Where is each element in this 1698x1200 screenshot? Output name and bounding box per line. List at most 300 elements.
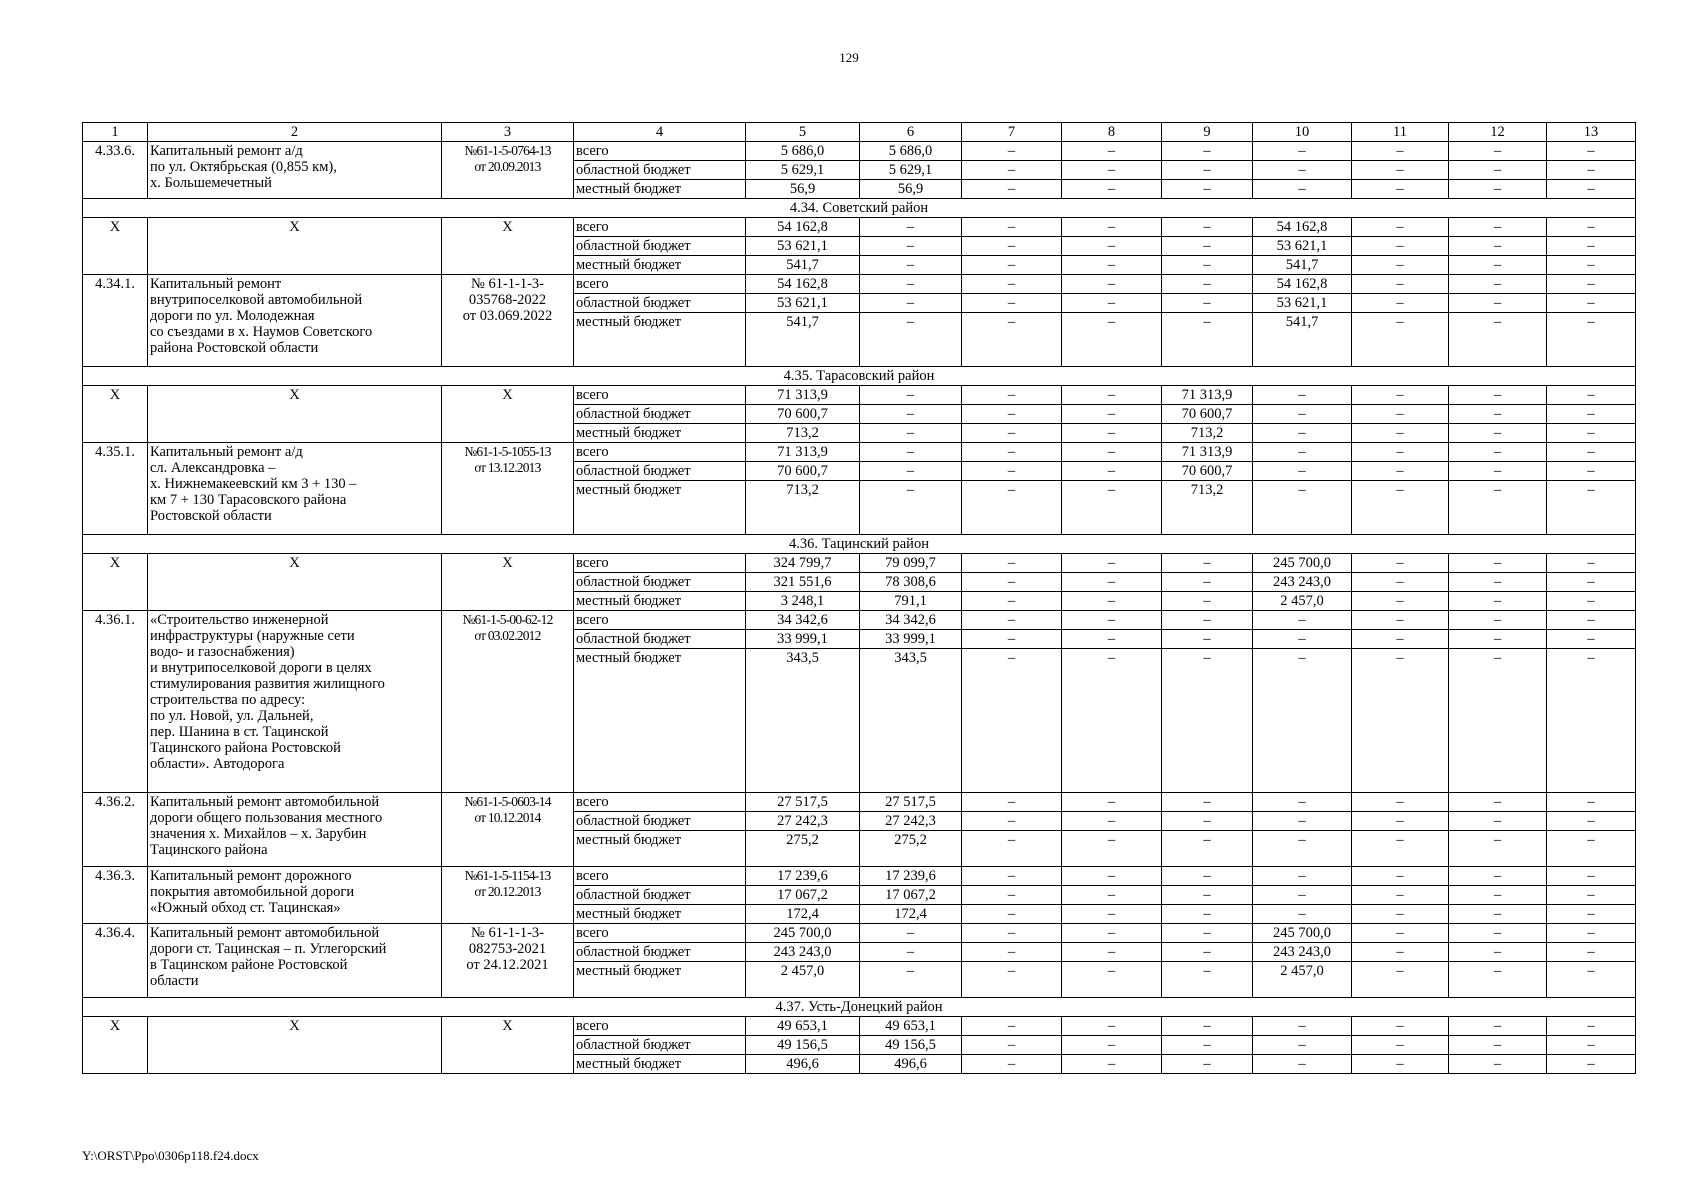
amount-cell: – (1449, 313, 1547, 367)
amount-cell: – (1352, 462, 1449, 481)
header-cell: 8 (1062, 123, 1162, 142)
amount-cell: 243 243,0 (1253, 943, 1352, 962)
amount-cell: – (1062, 905, 1162, 924)
funding-source: областной бюджет (574, 462, 746, 481)
amount-cell: – (1062, 554, 1162, 573)
amount-cell: 243 243,0 (1253, 573, 1352, 592)
amount-cell: – (1547, 1036, 1636, 1055)
item-number: 4.36.4. (83, 924, 148, 998)
header-cell: 7 (962, 123, 1062, 142)
amount-cell: – (1449, 180, 1547, 199)
item-number: Х (83, 554, 148, 611)
funding-source: всего (574, 443, 746, 462)
funding-source: всего (574, 611, 746, 630)
amount-cell: – (1253, 443, 1352, 462)
amount-cell: – (860, 481, 962, 535)
amount-cell: – (1253, 905, 1352, 924)
amount-cell: – (1062, 462, 1162, 481)
amount-cell: – (860, 962, 962, 998)
amount-cell: – (1449, 630, 1547, 649)
funding-source: всего (574, 554, 746, 573)
header-cell: 5 (746, 123, 860, 142)
amount-cell: – (1062, 943, 1162, 962)
funding-source: местный бюджет (574, 424, 746, 443)
amount-cell: – (962, 554, 1062, 573)
amount-cell: – (1547, 142, 1636, 161)
amount-cell: – (1062, 831, 1162, 867)
amount-cell: 243 243,0 (746, 943, 860, 962)
amount-cell: – (1062, 218, 1162, 237)
table-row (83, 218, 1636, 237)
amount-cell: 5 686,0 (746, 142, 860, 161)
amount-cell: – (860, 943, 962, 962)
amount-cell: – (1449, 905, 1547, 924)
amount-cell: 245 700,0 (746, 924, 860, 943)
amount-cell: 541,7 (746, 256, 860, 275)
amount-cell: – (1062, 962, 1162, 998)
amount-cell: – (1449, 1036, 1547, 1055)
amount-cell: – (1062, 405, 1162, 424)
table-row (83, 142, 1636, 161)
amount-cell: – (1162, 180, 1253, 199)
amount-cell: – (1547, 462, 1636, 481)
table-row (83, 867, 1636, 886)
amount-cell: – (1253, 386, 1352, 405)
amount-cell: – (1547, 793, 1636, 812)
page-number: 129 (839, 50, 859, 65)
amount-cell: – (962, 592, 1062, 611)
item-description: Капитальный ремонт а/д сл. Александровка – х. Нижнемакеевский км 3 + 130 – км 7 + 130 Тарасовского района Ростовской области (148, 443, 442, 535)
table-row (83, 443, 1636, 462)
item-description: Х (148, 386, 442, 443)
funding-source: всего (574, 142, 746, 161)
amount-cell: – (962, 237, 1062, 256)
header-cell: 4 (574, 123, 746, 142)
amount-cell: – (962, 962, 1062, 998)
amount-cell: 713,2 (1162, 481, 1253, 535)
amount-cell: – (1352, 180, 1449, 199)
amount-cell: – (1547, 424, 1636, 443)
amount-cell: – (1162, 256, 1253, 275)
item-registration-number: Х (442, 1017, 574, 1074)
amount-cell: – (1352, 443, 1449, 462)
amount-cell: – (1162, 294, 1253, 313)
section-row (83, 535, 1636, 554)
amount-cell: 27 517,5 (746, 793, 860, 812)
amount-cell: – (962, 831, 1062, 867)
amount-cell: – (1449, 1055, 1547, 1074)
amount-cell: 71 313,9 (746, 443, 860, 462)
funding-table (82, 122, 1636, 1074)
table-row (83, 386, 1636, 405)
amount-cell: – (1547, 943, 1636, 962)
funding-source: областной бюджет (574, 1036, 746, 1055)
amount-cell: – (962, 294, 1062, 313)
amount-cell: 27 242,3 (746, 812, 860, 831)
table-row (83, 275, 1636, 294)
funding-source: всего (574, 1017, 746, 1036)
amount-cell: 245 700,0 (1253, 554, 1352, 573)
amount-cell: – (1162, 924, 1253, 943)
funding-source: всего (574, 793, 746, 812)
funding-source: местный бюджет (574, 481, 746, 535)
amount-cell: – (1449, 161, 1547, 180)
section-row (83, 998, 1636, 1017)
amount-cell: 53 621,1 (746, 237, 860, 256)
amount-cell: – (1352, 1017, 1449, 1036)
funding-source: областной бюджет (574, 161, 746, 180)
amount-cell: – (962, 424, 1062, 443)
amount-cell: – (962, 793, 1062, 812)
amount-cell: – (860, 462, 962, 481)
amount-cell: – (1449, 649, 1547, 793)
amount-cell: – (1062, 161, 1162, 180)
amount-cell: – (1062, 275, 1162, 294)
amount-cell: – (1449, 462, 1547, 481)
amount-cell: – (1062, 237, 1162, 256)
amount-cell: – (1547, 294, 1636, 313)
amount-cell: – (1547, 554, 1636, 573)
amount-cell: – (1352, 275, 1449, 294)
amount-cell: 53 621,1 (1253, 237, 1352, 256)
funding-source: местный бюджет (574, 831, 746, 867)
item-registration-number: Х (442, 218, 574, 275)
amount-cell: – (1162, 867, 1253, 886)
amount-cell: – (1449, 793, 1547, 812)
amount-cell: – (1162, 218, 1253, 237)
amount-cell: – (1352, 161, 1449, 180)
amount-cell: – (1162, 611, 1253, 630)
amount-cell: 541,7 (746, 313, 860, 367)
amount-cell: – (1449, 237, 1547, 256)
funding-source: областной бюджет (574, 943, 746, 962)
amount-cell: 275,2 (746, 831, 860, 867)
amount-cell: 2 457,0 (1253, 592, 1352, 611)
amount-cell: – (962, 886, 1062, 905)
amount-cell: 713,2 (1162, 424, 1253, 443)
amount-cell: – (1449, 886, 1547, 905)
amount-cell: – (1162, 649, 1253, 793)
funding-source: местный бюджет (574, 1055, 746, 1074)
header-cell: 2 (148, 123, 442, 142)
amount-cell: – (1449, 256, 1547, 275)
amount-cell: – (962, 867, 1062, 886)
amount-cell: 343,5 (746, 649, 860, 793)
funding-source: областной бюджет (574, 812, 746, 831)
item-description: Капитальный ремонт автомобильной дороги общего пользования местного значения х. Михайлов – х. Зарубин Тацинского района (148, 793, 442, 867)
amount-cell: – (1547, 592, 1636, 611)
amount-cell: – (1162, 161, 1253, 180)
amount-cell: – (1062, 1055, 1162, 1074)
amount-cell: – (1253, 630, 1352, 649)
amount-cell: – (1062, 294, 1162, 313)
table-row (83, 1017, 1636, 1036)
item-description: Капитальный ремонт дорожного покрытия автомобильной дороги «Южный обход ст. Тацинская» (148, 867, 442, 924)
amount-cell: 496,6 (746, 1055, 860, 1074)
amount-cell: – (962, 1036, 1062, 1055)
item-registration-number: № 61-1-1-3- 035768-2022 от 03.069.2022 (442, 275, 574, 367)
section-title: 4.34. Советский район (83, 199, 1636, 218)
amount-cell: – (1253, 867, 1352, 886)
amount-cell: – (1062, 611, 1162, 630)
amount-cell: – (1352, 256, 1449, 275)
amount-cell: – (1253, 611, 1352, 630)
amount-cell: – (1449, 424, 1547, 443)
header-cell: 10 (1253, 123, 1352, 142)
amount-cell: – (962, 443, 1062, 462)
amount-cell: – (1449, 443, 1547, 462)
amount-cell: – (1449, 386, 1547, 405)
item-number: 4.36.1. (83, 611, 148, 793)
amount-cell: – (860, 294, 962, 313)
amount-cell: – (1547, 443, 1636, 462)
amount-cell: – (1547, 256, 1636, 275)
amount-cell: – (1449, 962, 1547, 998)
funding-source: всего (574, 924, 746, 943)
amount-cell: – (1449, 867, 1547, 886)
amount-cell: – (962, 573, 1062, 592)
amount-cell: – (1449, 275, 1547, 294)
funding-source: местный бюджет (574, 962, 746, 998)
funding-source: областной бюджет (574, 237, 746, 256)
item-description: Х (148, 554, 442, 611)
amount-cell: – (1352, 573, 1449, 592)
amount-cell: 70 600,7 (746, 462, 860, 481)
amount-cell: – (1352, 424, 1449, 443)
amount-cell: 541,7 (1253, 256, 1352, 275)
amount-cell: – (1162, 275, 1253, 294)
amount-cell: – (1352, 630, 1449, 649)
amount-cell: – (1162, 313, 1253, 367)
amount-cell: 70 600,7 (1162, 462, 1253, 481)
amount-cell: – (1352, 812, 1449, 831)
amount-cell: 17 239,6 (746, 867, 860, 886)
amount-cell: – (1162, 886, 1253, 905)
amount-cell: 78 308,6 (860, 573, 962, 592)
amount-cell: – (1547, 1055, 1636, 1074)
header-row (83, 123, 1636, 142)
amount-cell: – (962, 313, 1062, 367)
funding-source: местный бюджет (574, 256, 746, 275)
amount-cell: – (962, 256, 1062, 275)
amount-cell: – (1062, 142, 1162, 161)
amount-cell: – (1253, 1055, 1352, 1074)
item-number: Х (83, 1017, 148, 1074)
amount-cell: – (1162, 1036, 1253, 1055)
amount-cell: – (1547, 611, 1636, 630)
amount-cell: – (1547, 161, 1636, 180)
amount-cell: 33 999,1 (860, 630, 962, 649)
amount-cell: 791,1 (860, 592, 962, 611)
funding-source: областной бюджет (574, 294, 746, 313)
amount-cell: – (1162, 1055, 1253, 1074)
amount-cell: – (962, 943, 1062, 962)
amount-cell: 2 457,0 (746, 962, 860, 998)
amount-cell: 54 162,8 (746, 218, 860, 237)
table-row (83, 611, 1636, 630)
amount-cell: – (1352, 886, 1449, 905)
header-cell: 13 (1547, 123, 1636, 142)
amount-cell: – (1547, 649, 1636, 793)
amount-cell: – (1162, 962, 1253, 998)
amount-cell: – (1547, 812, 1636, 831)
amount-cell: – (1162, 812, 1253, 831)
item-registration-number: №61-1-5-0764-13 от 20.09.2013 (442, 142, 574, 199)
amount-cell: – (1547, 867, 1636, 886)
amount-cell: – (1162, 793, 1253, 812)
amount-cell: – (1162, 554, 1253, 573)
amount-cell: – (1352, 218, 1449, 237)
amount-cell: 53 621,1 (746, 294, 860, 313)
amount-cell: – (1547, 924, 1636, 943)
amount-cell: – (1253, 831, 1352, 867)
funding-source: областной бюджет (574, 886, 746, 905)
amount-cell: 56,9 (746, 180, 860, 199)
amount-cell: – (860, 218, 962, 237)
amount-cell: – (1352, 142, 1449, 161)
amount-cell: 27 517,5 (860, 793, 962, 812)
amount-cell: – (1062, 1017, 1162, 1036)
funding-source: местный бюджет (574, 905, 746, 924)
amount-cell: – (962, 180, 1062, 199)
amount-cell: 713,2 (746, 424, 860, 443)
amount-cell: – (1352, 905, 1449, 924)
amount-cell: 54 162,8 (1253, 275, 1352, 294)
amount-cell: 5 629,1 (860, 161, 962, 180)
item-description: Капитальный ремонт а/д по ул. Октябрьская (0,855 км), х. Большемечетный (148, 142, 442, 199)
funding-source: всего (574, 218, 746, 237)
amount-cell: 49 156,5 (860, 1036, 962, 1055)
amount-cell: – (1352, 611, 1449, 630)
amount-cell: – (1253, 405, 1352, 424)
amount-cell: 343,5 (860, 649, 962, 793)
amount-cell: 5 629,1 (746, 161, 860, 180)
item-number: 4.36.2. (83, 793, 148, 867)
header-cell: 12 (1449, 123, 1547, 142)
amount-cell: – (1062, 793, 1162, 812)
amount-cell: – (962, 386, 1062, 405)
amount-cell: – (1352, 943, 1449, 962)
amount-cell: – (1253, 161, 1352, 180)
amount-cell: – (1253, 481, 1352, 535)
amount-cell: – (860, 275, 962, 294)
item-number: Х (83, 218, 148, 275)
amount-cell: – (1352, 831, 1449, 867)
item-registration-number: №61-1-5-1154-13 от 20.12.2013 (442, 867, 574, 924)
amount-cell: – (1062, 812, 1162, 831)
item-registration-number: №61-1-5-00-62-12 от 03.02.2012 (442, 611, 574, 793)
amount-cell: – (1253, 142, 1352, 161)
funding-source: областной бюджет (574, 630, 746, 649)
amount-cell: – (1062, 313, 1162, 367)
amount-cell: – (1547, 275, 1636, 294)
amount-cell: 2 457,0 (1253, 962, 1352, 998)
amount-cell: – (1547, 962, 1636, 998)
funding-source: местный бюджет (574, 180, 746, 199)
amount-cell: – (1062, 481, 1162, 535)
amount-cell: – (1352, 592, 1449, 611)
amount-cell: – (1352, 294, 1449, 313)
amount-cell: – (1253, 1036, 1352, 1055)
amount-cell: 541,7 (1253, 313, 1352, 367)
amount-cell: – (1253, 180, 1352, 199)
amount-cell: – (1449, 142, 1547, 161)
amount-cell: – (1449, 1017, 1547, 1036)
amount-cell: 53 621,1 (1253, 294, 1352, 313)
section-title: 4.35. Тарасовский район (83, 367, 1636, 386)
amount-cell: – (1062, 443, 1162, 462)
amount-cell: – (962, 812, 1062, 831)
amount-cell: – (1352, 793, 1449, 812)
amount-cell: – (1162, 142, 1253, 161)
item-number: 4.35.1. (83, 443, 148, 535)
amount-cell: – (860, 313, 962, 367)
amount-cell: – (1253, 886, 1352, 905)
amount-cell: – (1449, 924, 1547, 943)
amount-cell: – (1162, 592, 1253, 611)
amount-cell: – (1162, 1017, 1253, 1036)
amount-cell: 71 313,9 (746, 386, 860, 405)
item-registration-number: Х (442, 554, 574, 611)
item-number: 4.33.6. (83, 142, 148, 199)
amount-cell: 245 700,0 (1253, 924, 1352, 943)
amount-cell: – (1547, 573, 1636, 592)
amount-cell: 70 600,7 (1162, 405, 1253, 424)
amount-cell: 321 551,6 (746, 573, 860, 592)
amount-cell: 27 242,3 (860, 812, 962, 831)
header-cell: 3 (442, 123, 574, 142)
amount-cell: – (962, 1017, 1062, 1036)
amount-cell: 172,4 (746, 905, 860, 924)
amount-cell: – (1253, 424, 1352, 443)
item-description: Х (148, 218, 442, 275)
amount-cell: 17 067,2 (860, 886, 962, 905)
amount-cell: 70 600,7 (746, 405, 860, 424)
amount-cell: – (962, 611, 1062, 630)
section-title: 4.37. Усть-Донецкий район (83, 998, 1636, 1017)
amount-cell: – (1062, 180, 1162, 199)
amount-cell: – (962, 649, 1062, 793)
item-description: Х (148, 1017, 442, 1074)
amount-cell: – (962, 142, 1062, 161)
amount-cell: – (962, 462, 1062, 481)
amount-cell: – (1449, 812, 1547, 831)
funding-source: областной бюджет (574, 405, 746, 424)
section-row (83, 199, 1636, 218)
amount-cell: 33 999,1 (746, 630, 860, 649)
amount-cell: – (1062, 924, 1162, 943)
header-cell: 1 (83, 123, 148, 142)
amount-cell: – (1547, 386, 1636, 405)
amount-cell: – (1449, 831, 1547, 867)
amount-cell: – (1547, 831, 1636, 867)
amount-cell: – (1162, 943, 1253, 962)
amount-cell: – (962, 218, 1062, 237)
amount-cell: – (860, 443, 962, 462)
amount-cell: – (1547, 630, 1636, 649)
amount-cell: – (1547, 481, 1636, 535)
funding-source: местный бюджет (574, 592, 746, 611)
amount-cell: – (860, 386, 962, 405)
amount-cell: – (1162, 237, 1253, 256)
item-registration-number: №61-1-5-1055-13 от 13.12.2013 (442, 443, 574, 535)
amount-cell: – (962, 481, 1062, 535)
header-cell: 9 (1162, 123, 1253, 142)
amount-cell: – (1547, 905, 1636, 924)
amount-cell: 79 099,7 (860, 554, 962, 573)
amount-cell: 34 342,6 (860, 611, 962, 630)
amount-cell: – (1062, 1036, 1162, 1055)
